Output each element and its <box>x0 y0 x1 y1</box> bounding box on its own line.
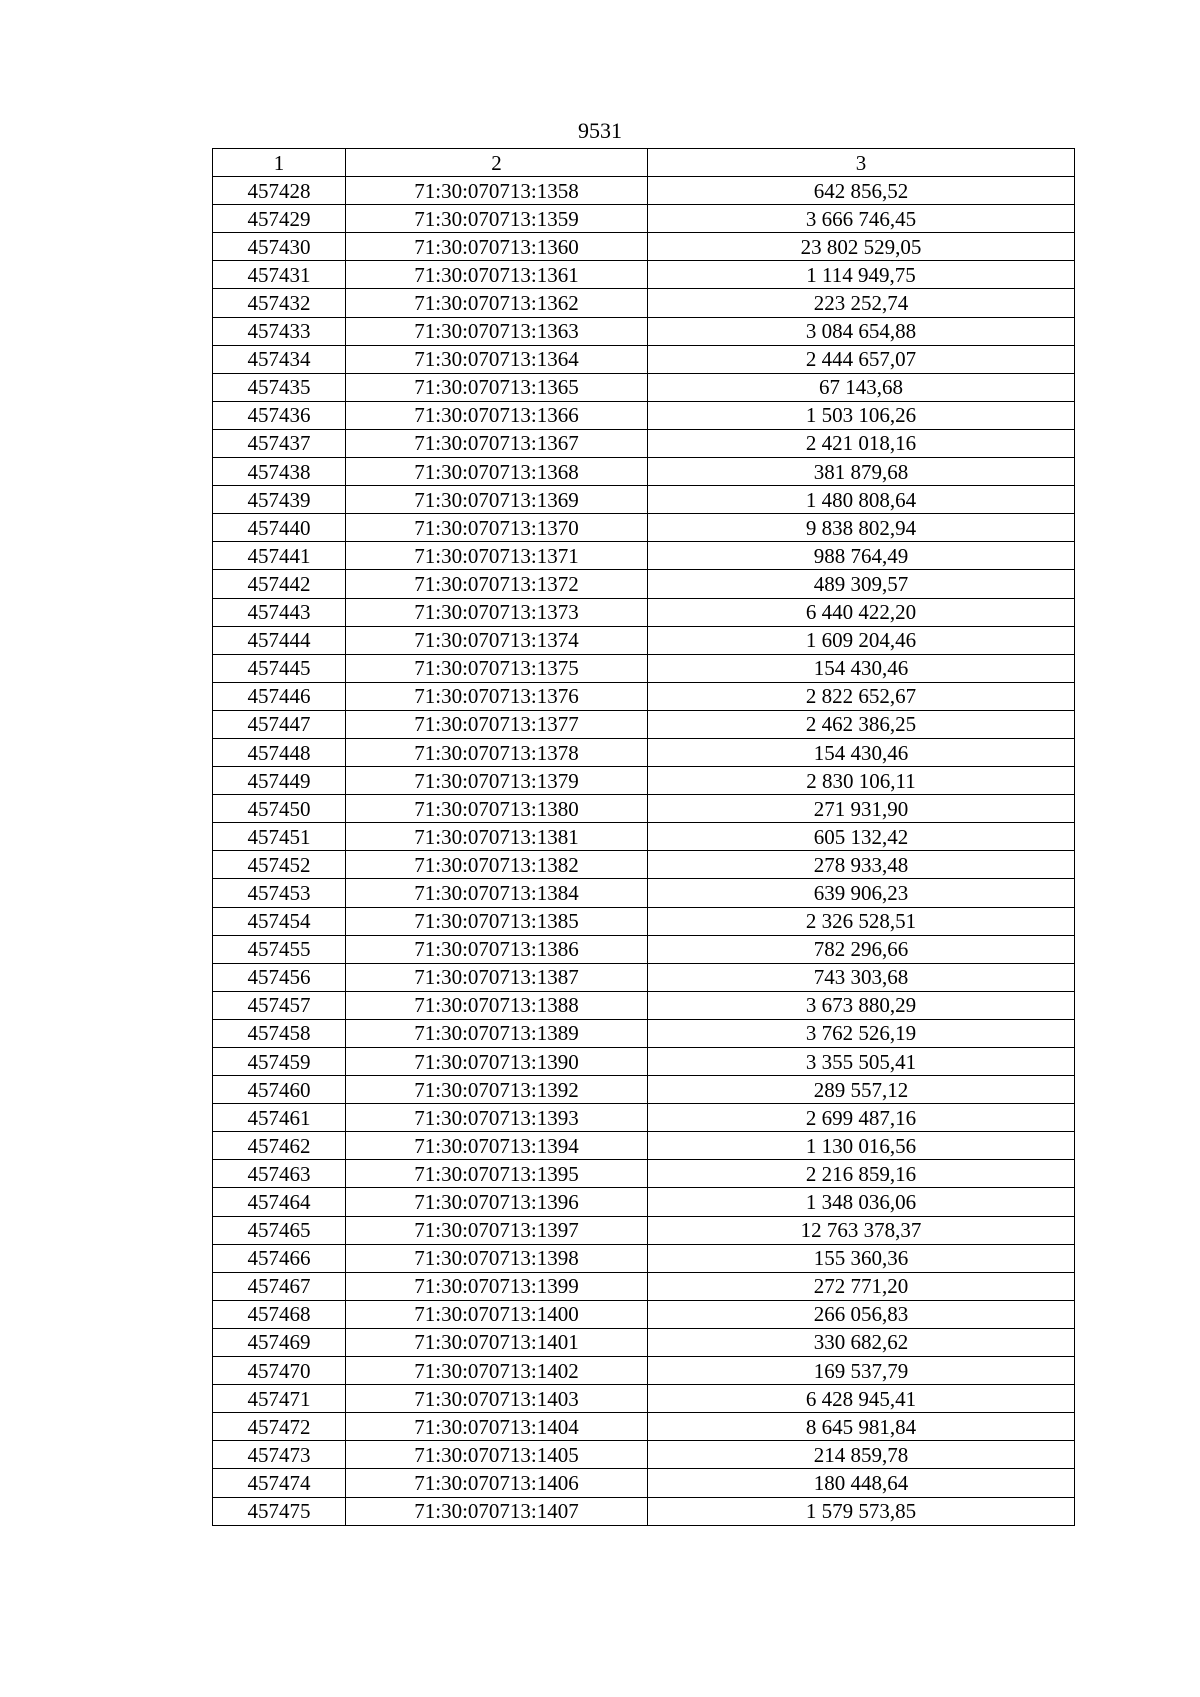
value-cell: 782 296,66 <box>648 935 1075 963</box>
table-row <box>213 486 1075 514</box>
value-cell: 223 252,74 <box>648 289 1075 317</box>
cadastral-number-cell: 71:30:070713:1363 <box>346 317 648 345</box>
cadastral-number-cell: 71:30:070713:1369 <box>346 486 648 514</box>
table-row <box>213 1048 1075 1076</box>
table-row <box>213 1385 1075 1413</box>
value-cell: 180 448,64 <box>648 1469 1075 1497</box>
row-number-cell: 457450 <box>213 795 346 823</box>
row-number-cell: 457442 <box>213 570 346 598</box>
table-row <box>213 767 1075 795</box>
cadastral-number-cell: 71:30:070713:1362 <box>346 289 648 317</box>
value-cell: 2 830 106,11 <box>648 767 1075 795</box>
row-number-cell: 457464 <box>213 1188 346 1216</box>
table-row <box>213 458 1075 486</box>
row-number-cell: 457454 <box>213 907 346 935</box>
value-cell: 23 802 529,05 <box>648 233 1075 261</box>
table-row <box>213 1160 1075 1188</box>
value-cell: 3 666 746,45 <box>648 205 1075 233</box>
value-cell: 155 360,36 <box>648 1244 1075 1272</box>
value-cell: 6 440 422,20 <box>648 598 1075 626</box>
cadastral-number-cell: 71:30:070713:1406 <box>346 1469 648 1497</box>
cadastral-number-cell: 71:30:070713:1372 <box>346 570 648 598</box>
cadastral-number-cell: 71:30:070713:1370 <box>346 514 648 542</box>
row-number-cell: 457459 <box>213 1048 346 1076</box>
value-cell: 214 859,78 <box>648 1441 1075 1469</box>
cadastral-number-cell: 71:30:070713:1402 <box>346 1357 648 1385</box>
cadastral-number-cell: 71:30:070713:1366 <box>346 401 648 429</box>
table-row <box>213 1300 1075 1328</box>
row-number-cell: 457460 <box>213 1076 346 1104</box>
row-number-cell: 457472 <box>213 1413 346 1441</box>
row-number-cell: 457462 <box>213 1132 346 1160</box>
cadastral-number-cell: 71:30:070713:1379 <box>346 767 648 795</box>
table-row <box>213 1357 1075 1385</box>
cadastral-number-cell: 71:30:070713:1407 <box>346 1497 648 1525</box>
cadastral-number-cell: 71:30:070713:1367 <box>346 429 648 457</box>
row-number-cell: 457444 <box>213 626 346 654</box>
cadastral-number-cell: 71:30:070713:1404 <box>346 1413 648 1441</box>
table-row <box>213 1497 1075 1525</box>
cadastral-number-cell: 71:30:070713:1395 <box>346 1160 648 1188</box>
value-cell: 2 699 487,16 <box>648 1104 1075 1132</box>
table-row <box>213 654 1075 682</box>
row-number-cell: 457438 <box>213 458 346 486</box>
row-number-cell: 457455 <box>213 935 346 963</box>
row-number-cell: 457466 <box>213 1244 346 1272</box>
value-cell: 3 673 880,29 <box>648 991 1075 1019</box>
row-number-cell: 457461 <box>213 1104 346 1132</box>
value-cell: 605 132,42 <box>648 823 1075 851</box>
value-cell: 489 309,57 <box>648 570 1075 598</box>
table-body <box>213 177 1075 1526</box>
table-row <box>213 317 1075 345</box>
value-cell: 9 838 802,94 <box>648 514 1075 542</box>
cadastral-number-cell: 71:30:070713:1368 <box>346 458 648 486</box>
table-row <box>213 1272 1075 1300</box>
row-number-cell: 457456 <box>213 963 346 991</box>
row-number-cell: 457468 <box>213 1300 346 1328</box>
row-number-cell: 457432 <box>213 289 346 317</box>
value-cell: 278 933,48 <box>648 851 1075 879</box>
value-cell: 1 348 036,06 <box>648 1188 1075 1216</box>
value-cell: 639 906,23 <box>648 879 1075 907</box>
cadastral-number-cell: 71:30:070713:1376 <box>346 682 648 710</box>
row-number-cell: 457475 <box>213 1497 346 1525</box>
cadastral-number-cell: 71:30:070713:1382 <box>346 851 648 879</box>
column-header-2: 2 <box>346 149 648 177</box>
row-number-cell: 457447 <box>213 710 346 738</box>
table-row <box>213 177 1075 205</box>
table-row <box>213 1216 1075 1244</box>
table-row <box>213 1328 1075 1356</box>
value-cell: 1 114 949,75 <box>648 261 1075 289</box>
table-row <box>213 542 1075 570</box>
cadastral-number-cell: 71:30:070713:1390 <box>346 1048 648 1076</box>
value-cell: 154 430,46 <box>648 738 1075 766</box>
cadastral-number-cell: 71:30:070713:1386 <box>346 935 648 963</box>
cadastral-number-cell: 71:30:070713:1359 <box>346 205 648 233</box>
table-row <box>213 205 1075 233</box>
row-number-cell: 457437 <box>213 429 346 457</box>
row-number-cell: 457431 <box>213 261 346 289</box>
table-row <box>213 1188 1075 1216</box>
table-row <box>213 1244 1075 1272</box>
row-number-cell: 457474 <box>213 1469 346 1497</box>
row-number-cell: 457428 <box>213 177 346 205</box>
value-cell: 2 326 528,51 <box>648 907 1075 935</box>
table-row <box>213 598 1075 626</box>
row-number-cell: 457448 <box>213 738 346 766</box>
cadastral-number-cell: 71:30:070713:1401 <box>346 1328 648 1356</box>
value-cell: 154 430,46 <box>648 654 1075 682</box>
table-row <box>213 963 1075 991</box>
row-number-cell: 457441 <box>213 542 346 570</box>
table-row <box>213 795 1075 823</box>
value-cell: 330 682,62 <box>648 1328 1075 1356</box>
cadastral-number-cell: 71:30:070713:1399 <box>346 1272 648 1300</box>
value-cell: 1 130 016,56 <box>648 1132 1075 1160</box>
cadastral-number-cell: 71:30:070713:1378 <box>346 738 648 766</box>
row-number-cell: 457445 <box>213 654 346 682</box>
table-row <box>213 991 1075 1019</box>
cadastral-number-cell: 71:30:070713:1393 <box>346 1104 648 1132</box>
cadastral-number-cell: 71:30:070713:1403 <box>346 1385 648 1413</box>
table-row <box>213 851 1075 879</box>
table-row <box>213 514 1075 542</box>
cadastral-number-cell: 71:30:070713:1388 <box>346 991 648 1019</box>
table-row <box>213 1441 1075 1469</box>
value-cell: 3 762 526,19 <box>648 1019 1075 1047</box>
table-row <box>213 1076 1075 1104</box>
table-row <box>213 373 1075 401</box>
table-row <box>213 233 1075 261</box>
table-row <box>213 710 1075 738</box>
row-number-cell: 457443 <box>213 598 346 626</box>
table-row <box>213 1104 1075 1132</box>
value-cell: 266 056,83 <box>648 1300 1075 1328</box>
data-table <box>212 148 1075 1526</box>
table-header <box>213 149 1075 177</box>
cadastral-number-cell: 71:30:070713:1373 <box>346 598 648 626</box>
row-number-cell: 457465 <box>213 1216 346 1244</box>
cadastral-number-cell: 71:30:070713:1396 <box>346 1188 648 1216</box>
row-number-cell: 457458 <box>213 1019 346 1047</box>
cadastral-number-cell: 71:30:070713:1385 <box>346 907 648 935</box>
table-row <box>213 1019 1075 1047</box>
row-number-cell: 457433 <box>213 317 346 345</box>
row-number-cell: 457457 <box>213 991 346 1019</box>
row-number-cell: 457439 <box>213 486 346 514</box>
cadastral-number-cell: 71:30:070713:1360 <box>346 233 648 261</box>
value-cell: 2 216 859,16 <box>648 1160 1075 1188</box>
table-row <box>213 429 1075 457</box>
value-cell: 272 771,20 <box>648 1272 1075 1300</box>
cadastral-number-cell: 71:30:070713:1405 <box>346 1441 648 1469</box>
cadastral-number-cell: 71:30:070713:1374 <box>346 626 648 654</box>
table-row <box>213 289 1075 317</box>
value-cell: 642 856,52 <box>648 177 1075 205</box>
value-cell: 8 645 981,84 <box>648 1413 1075 1441</box>
value-cell: 1 609 204,46 <box>648 626 1075 654</box>
column-header-3: 3 <box>648 149 1075 177</box>
value-cell: 289 557,12 <box>648 1076 1075 1104</box>
row-number-cell: 457446 <box>213 682 346 710</box>
cadastral-number-cell: 71:30:070713:1384 <box>346 879 648 907</box>
row-number-cell: 457471 <box>213 1385 346 1413</box>
cadastral-number-cell: 71:30:070713:1377 <box>346 710 648 738</box>
value-cell: 988 764,49 <box>648 542 1075 570</box>
table-row <box>213 1413 1075 1441</box>
value-cell: 6 428 945,41 <box>648 1385 1075 1413</box>
value-cell: 1 480 808,64 <box>648 486 1075 514</box>
cadastral-number-cell: 71:30:070713:1392 <box>346 1076 648 1104</box>
value-cell: 381 879,68 <box>648 458 1075 486</box>
row-number-cell: 457436 <box>213 401 346 429</box>
table-row <box>213 345 1075 373</box>
value-cell: 3 355 505,41 <box>648 1048 1075 1076</box>
row-number-cell: 457463 <box>213 1160 346 1188</box>
value-cell: 743 303,68 <box>648 963 1075 991</box>
column-header-1: 1 <box>213 149 346 177</box>
cadastral-number-cell: 71:30:070713:1387 <box>346 963 648 991</box>
value-cell: 2 822 652,67 <box>648 682 1075 710</box>
table-row <box>213 1132 1075 1160</box>
row-number-cell: 457440 <box>213 514 346 542</box>
row-number-cell: 457473 <box>213 1441 346 1469</box>
table-row <box>213 907 1075 935</box>
value-cell: 1 503 106,26 <box>648 401 1075 429</box>
cadastral-number-cell: 71:30:070713:1375 <box>346 654 648 682</box>
value-cell: 12 763 378,37 <box>648 1216 1075 1244</box>
row-number-cell: 457467 <box>213 1272 346 1300</box>
cadastral-number-cell: 71:30:070713:1397 <box>346 1216 648 1244</box>
value-cell: 271 931,90 <box>648 795 1075 823</box>
row-number-cell: 457435 <box>213 373 346 401</box>
value-cell: 1 579 573,85 <box>648 1497 1075 1525</box>
row-number-cell: 457470 <box>213 1357 346 1385</box>
row-number-cell: 457451 <box>213 823 346 851</box>
value-cell: 3 084 654,88 <box>648 317 1075 345</box>
table-row <box>213 935 1075 963</box>
value-cell: 169 537,79 <box>648 1357 1075 1385</box>
table-row <box>213 823 1075 851</box>
table-row <box>213 626 1075 654</box>
value-cell: 2 462 386,25 <box>648 710 1075 738</box>
cadastral-number-cell: 71:30:070713:1364 <box>346 345 648 373</box>
cadastral-number-cell: 71:30:070713:1361 <box>346 261 648 289</box>
row-number-cell: 457453 <box>213 879 346 907</box>
cadastral-number-cell: 71:30:070713:1389 <box>346 1019 648 1047</box>
table-row <box>213 682 1075 710</box>
cadastral-number-cell: 71:30:070713:1380 <box>346 795 648 823</box>
row-number-cell: 457469 <box>213 1328 346 1356</box>
row-number-cell: 457434 <box>213 345 346 373</box>
cadastral-number-cell: 71:30:070713:1398 <box>346 1244 648 1272</box>
cadastral-number-cell: 71:30:070713:1381 <box>346 823 648 851</box>
row-number-cell: 457429 <box>213 205 346 233</box>
cadastral-number-cell: 71:30:070713:1394 <box>346 1132 648 1160</box>
value-cell: 2 421 018,16 <box>648 429 1075 457</box>
cadastral-number-cell: 71:30:070713:1365 <box>346 373 648 401</box>
table-header-row <box>213 149 1075 177</box>
row-number-cell: 457449 <box>213 767 346 795</box>
cadastral-number-cell: 71:30:070713:1358 <box>346 177 648 205</box>
table-row <box>213 738 1075 766</box>
table-row <box>213 401 1075 429</box>
table-row <box>213 261 1075 289</box>
row-number-cell: 457452 <box>213 851 346 879</box>
table-row <box>213 1469 1075 1497</box>
table-row <box>213 879 1075 907</box>
value-cell: 2 444 657,07 <box>648 345 1075 373</box>
value-cell: 67 143,68 <box>648 373 1075 401</box>
row-number-cell: 457430 <box>213 233 346 261</box>
cadastral-number-cell: 71:30:070713:1400 <box>346 1300 648 1328</box>
page-number: 9531 <box>578 118 622 143</box>
cadastral-number-cell: 71:30:070713:1371 <box>346 542 648 570</box>
table-row <box>213 570 1075 598</box>
